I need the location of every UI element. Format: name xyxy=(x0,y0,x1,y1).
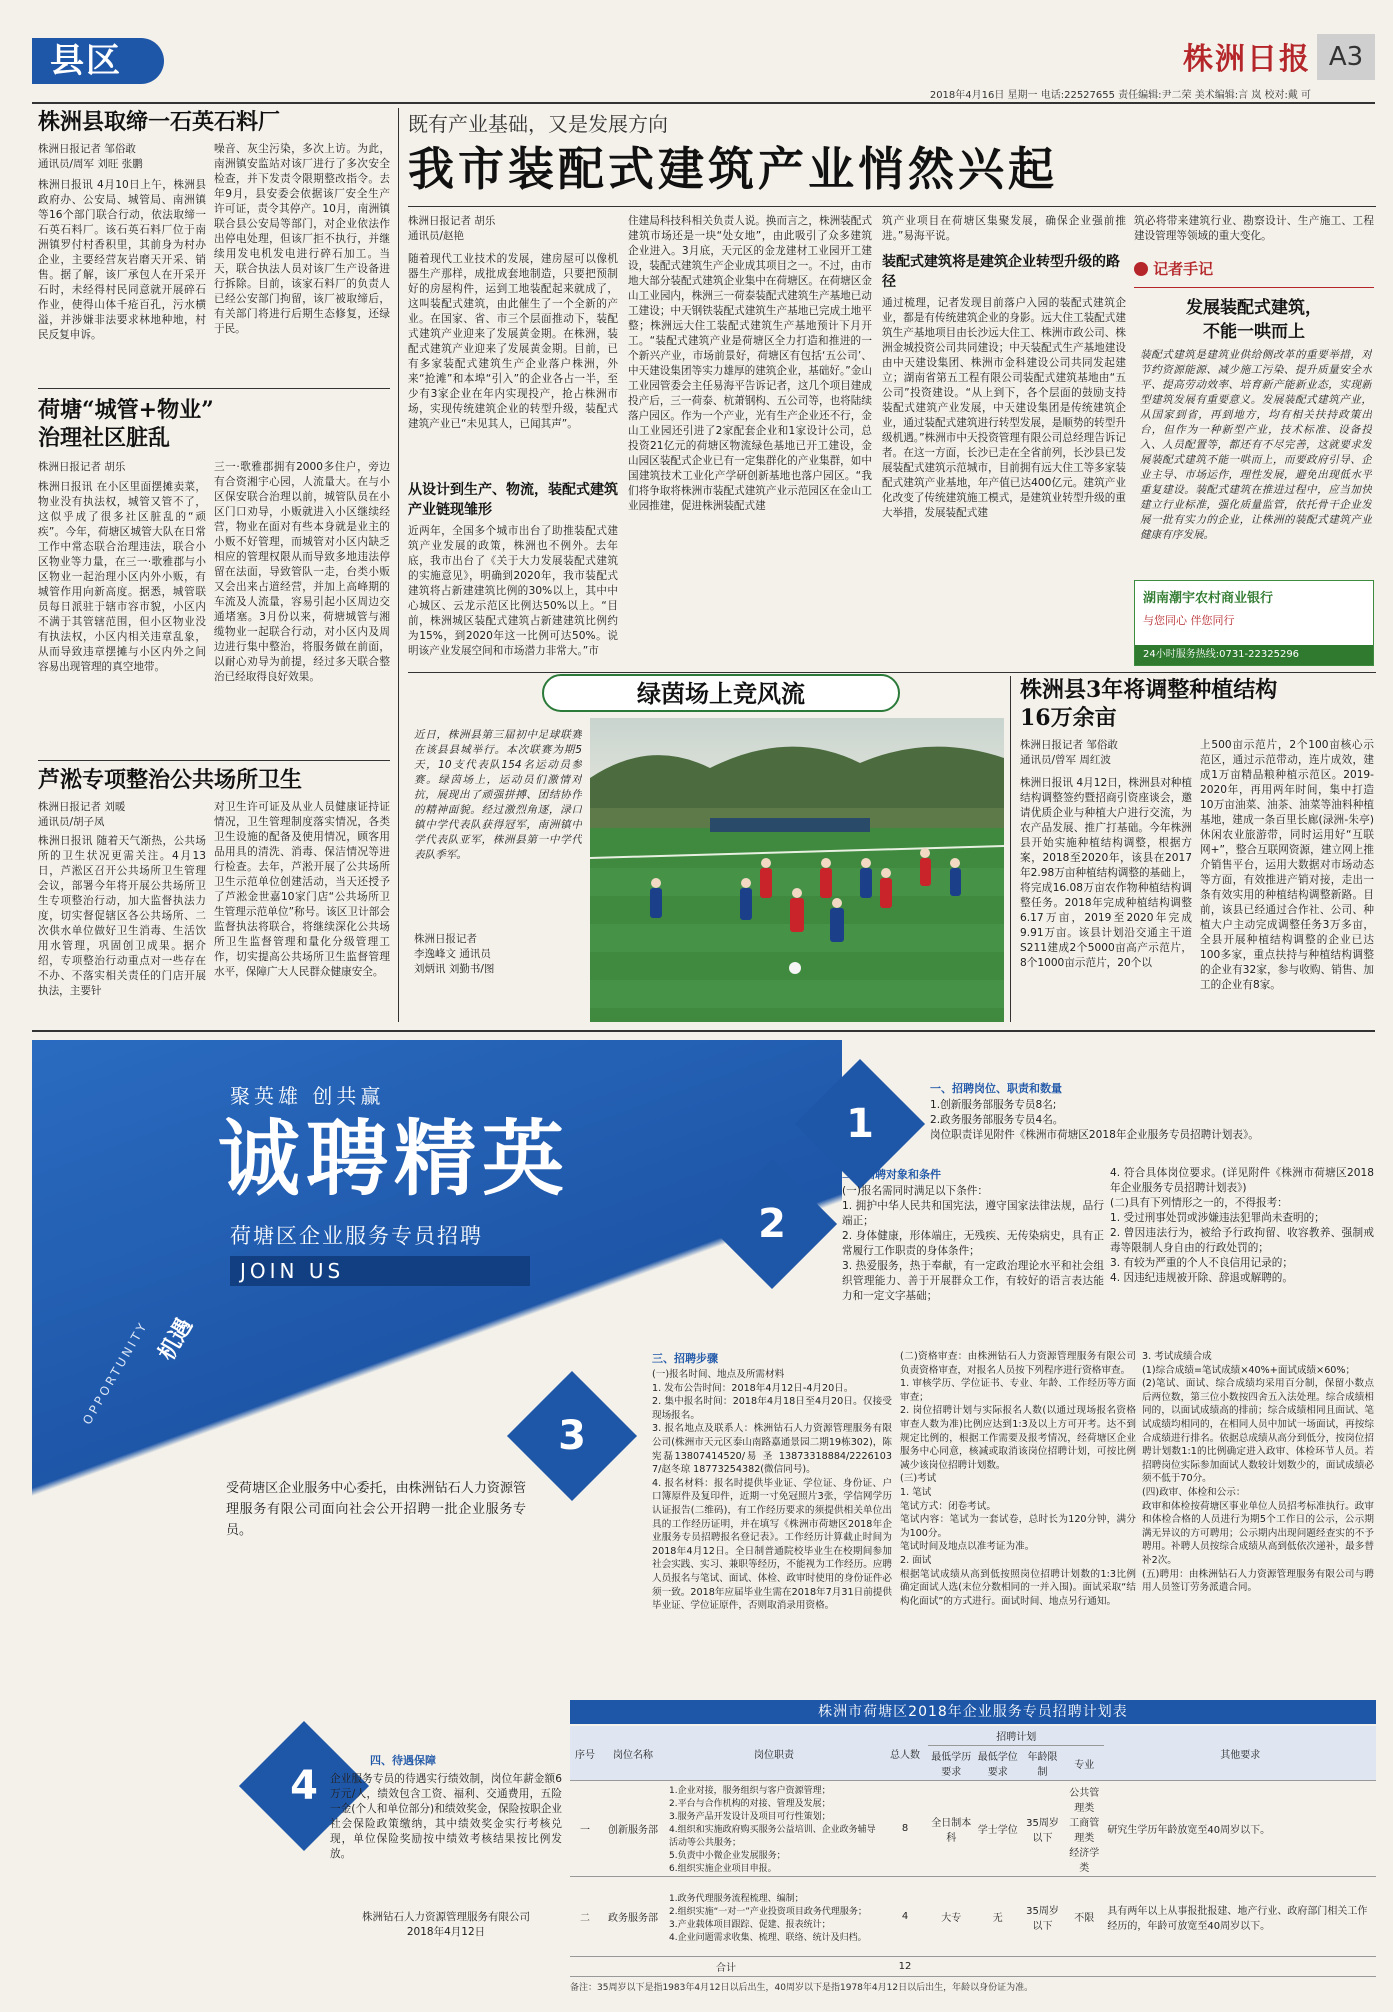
divider xyxy=(38,388,390,389)
lead-col1: 随着现代工业技术的发展，建房屋可以像机器生产那样，成批成套地制造，只要把预制好的房屋构件，运到工地装配起来就成了，这叫装配式建筑，由此催生了一个全新的产业。在国家、省、市三个层面推动下，装配式建筑产业迎来了发展黄金期。在株洲，装配式建筑产业迎来了发展黄金期。目前，已有多家装配式建筑生产企业落户株洲，外来“抢滩”和本埠“引入”的企业各占一半，至少有3家企业在年内实现投产，抢占株洲市场，实现传统建筑企业的转型升级，装配式建筑产业已“未见其人，已闻其声”。 xyxy=(408,253,618,430)
article4-title: 株洲县3年将调整种植结构 16万余亩 xyxy=(1020,677,1278,731)
table-cell xyxy=(928,1957,1376,1977)
section-rule xyxy=(32,1030,1375,1032)
divider xyxy=(408,672,1376,673)
s3-body-cont2: 3. 考试成绩合成 (1)综合成绩=笔试成绩×40%+面试成绩×60%； (2)笔试、面试、综合成绩均采用百分制，保留小数点后两位数，第三位小数按四舍五入法处理。综合成绩相同的，以面试成绩高的排前；综合成绩相同且面试、笔试成绩均相同的，在相同人员中加试一场面试，再按综合成绩进行排名。依据总成绩从高分到低分，按岗位招聘计划数1:1的比例确定进入政审、体检环节人员。若招聘岗位实际参加面试人数较计划数少的，面试成绩必须不低于70分。 (四)政审、体检和公示： 政审和体检按荷塘区事业单位人员招考标准执行。政审和体检合格的人员进行为期5个工作日的公示，公示期满无异议的方可聘用；公示期内出现问题经查实的不予聘用。补聘人员按综合成绩从高到低依次递补，最多替补2次。 (五)聘用：由株洲钻石人力资源管理服务有限公司与聘用人员签订劳务派遣合同。 xyxy=(1142,1351,1374,1594)
s3-title: 三、招聘步骤 xyxy=(652,1352,718,1365)
column-divider xyxy=(398,108,399,1022)
table-cell: 政务服务部 xyxy=(600,1877,666,1957)
photo-story-title-box xyxy=(542,674,900,712)
article1-title: 株洲县取缔一石英石料厂 xyxy=(38,109,281,135)
article3-byline: 株洲日报记者 刘暖 通讯员/胡子凤 xyxy=(38,801,126,828)
table-total-label: 合计 xyxy=(570,1957,882,1977)
bank-ad xyxy=(1134,580,1374,666)
s2-title: 二、招聘对象和条件 xyxy=(842,1168,941,1181)
s2-body-cont: 4. 符合具体岗位要求。(详见附件《株洲市荷塘区2018年企业服务专员招聘计划表》) (二)具有下列情形之一的，不得报考： 1. 受过刑事处罚或涉嫌违法犯罪尚未查明的； 2. 曾因违法行为，被给予行政拘留、收容教养、强制戒毒等限制人身自由的行政处罚的； 3. 有较为严重的个人不良信用记录的； 4. 因违纪违规被开除、辞退或解聘的。 xyxy=(1110,1167,1374,1284)
photo-credit: 株洲日报记者 李逸峰文 通讯员 刘炳讯 刘勤书/图 xyxy=(414,933,495,975)
column-divider xyxy=(1010,676,1011,1022)
article4-byline: 株洲日报记者 邹俗敢 通讯员/曾军 周红波 xyxy=(1020,739,1118,766)
table-cell: 全日制本科 xyxy=(928,1781,974,1877)
table-header-cell: 岗位名称 xyxy=(600,1726,666,1781)
article1-body-cont: 噪音、灰尘污染，多次上访。为此，南洲镇安监站对该厂进行了多次安全检查，并下发责令限期整改指令。去年9月，县安委会依据该厂安全生产许可证，责令其停产。10月，南洲镇联合县公安局等部门，对企业依法作出停电处理，但该厂拒不执行，并继续用发电机发电进行碎石加工。当天，联合执法人员对该厂生产设备进行拆除。目前，该家石料厂的负责人已经公安部门拘留，该厂被取缔后，有关部门将进行后期生态修复，还绿于民。 xyxy=(214,143,390,335)
note-tag: 记者手记 xyxy=(1153,260,1214,278)
lead-subhead-2: 装配式建筑将是建筑企业转型升级的路径 xyxy=(882,254,1120,290)
step-number-3: 3 xyxy=(558,1413,586,1459)
table-cell: 8 xyxy=(882,1781,928,1877)
note-header xyxy=(1134,258,1374,288)
section-tag: 县区 xyxy=(32,38,164,84)
article3-body: 株洲日报讯 随着天气渐热，公共场所的卫生状况更需关注。4月13日，芦淞区召开公共场所卫生管理会议，部署今年将开展公共场所卫生专项整治行动，加大监督执法力度，切实督促辖区各公共场所、二次供水单位做好卫生消毒、生活饮用水管理，巩固创卫成果。据介绍，专项整治行动重点对一些存在不办、不落实相关责任的门店开展执法，主要针 xyxy=(38,835,206,997)
table-row xyxy=(570,1781,1376,1877)
s4-title: 四、待遇保障 xyxy=(370,1754,436,1767)
recruit-signature: 株洲钻石人力资源管理服务有限公司 2018年4月12日 xyxy=(362,1911,530,1938)
table-header-cell: 年龄限制 xyxy=(1021,1746,1064,1781)
lead-col1b: 近两年，全国多个城市出台了助推装配式建筑产业发展的政策，株洲也不例外。去年底，我市出台了《关于大力发展装配式建筑的实施意见》，明确到2020年，我市装配式建筑将占新建建筑比例的30%以上，其中中心城区、云龙示范区比例达50%以上。“目前，株洲城区装配式建筑占新建建筑比例约为15%，到2020年这一比例可达50%。说明该产业发展空间和市场潜力非常大。”市 xyxy=(408,525,618,657)
s4-body: 企业服务专员的待遇实行绩效制，岗位年薪金额6万元/人，绩效包含工资、福利、交通费用，五险一金(个人和单位部分)和绩效奖金，保险按职企业社会保险政策缴纳，其中绩效奖金实行考核兑现，单位保险奖励按中绩效考核结果按比例发放。 xyxy=(330,1773,562,1860)
s1-body: 1.创新服务部服务专员8名; 2.政务服务部服务专员4名。 岗位职责详见附件《株洲市荷塘区2018年企业服务专员招聘计划表》。 xyxy=(930,1099,1259,1141)
article1-body: 株洲日报讯 4月10日上午，株洲县政府办、公安局、城管局、南洲镇等16个部门联合行动，依法取缔一石英石料厂。该石英石料厂位于南洲镇罗付村香积里，其前身为村办企业，主要经营灰岩磨天开采、销售。据了解，该厂承包人在开采开石时，未经得村民同意就开展碎石作业，使得山体千疮百孔，污水横溢，并涉嫌非法要求林地种地，村民反复申诉。 xyxy=(38,179,206,341)
table-group-header: 招聘计划 xyxy=(928,1726,1104,1746)
photo-story-title: 绿茵场上竞风流 xyxy=(637,679,805,708)
table-header-cell: 专业 xyxy=(1064,1746,1104,1781)
table-header-row xyxy=(570,1726,1376,1746)
football-photo-image xyxy=(590,718,1004,1022)
table-cell: 公共管理类 工商管理类 经济学类 xyxy=(1064,1781,1104,1877)
photo-caption: 近日，株洲县第三届初中足球联赛在该县县城举行。本次联赛为期5天，10支代表队154名运动员参赛。绿茵场上，运动员们激情对抗，展现出了顽强拼搏、团结协作的精神面貌。经过激烈角逐，渌口镇中学代表队获得冠军，南洲镇中学代表队亚军，株洲县第一中学代表队季军。 xyxy=(414,729,582,861)
s2-body: (一)报名需同时满足以下条件： 1. 拥护中华人民共和国宪法，遵守国家法律法规，品行端正； 2. 身体健康，形体端庄，无残疾、无传染病史，具有正常履行工作职责的身体条件； 3. 热爱服务，热于奉献，有一定政治理论水平和社会组织管理能力、善于开展群众工作，有较好的语言表达能力和一定文字基础； xyxy=(842,1185,1104,1302)
recruit-side-cn: 机遇 xyxy=(154,1314,198,1365)
divider xyxy=(408,206,1376,207)
table-cell: 4 xyxy=(882,1877,928,1957)
divider xyxy=(38,760,390,761)
table-header-cell: 总人数 xyxy=(882,1726,928,1781)
table-cell: 1.政务代理服务流程梳理、编制； 2.组织实施“一对一”产业投资项目政务代理服务； 3.产业载体项目跟踪、促建、报表统计； 4.企业问题需求收集、梳理、联络、统计及归档。 xyxy=(666,1877,882,1957)
s3-body: (一)报名时间、地点及所需材料 1. 发布公告时间：2018年4月12日-4月20日。 2. 集中报名时间：2018年4月18日至4月20日。仅接受现场报名。 3. 报名地点及联系人：株洲钻石人力资源管理服务有限公司(株洲市天元区泰山南路嘉通景园二期19栋302)，陈宪磊13807414520/易 圣 13873318884/2226103 7/赵冬琼 18773254382(微信同号)。 4. 报名材料：报名时提供毕业证、学位证、身份证、户口簿原件及复印件，近期一寸免冠照片3张，学信网学历认证报告(二维码)，有工作经历要求的须提供相关单位出具的工作经历证明，并在填写《株洲市荷塘区2018年企业服务专员招聘报名登记表》。工作经历计算截止时间为2018年4月12日。全日制普通院校毕业生在校期间参加社会实践、实习、兼职等经历，不能视为工作经历。应聘人员报名与笔试、面试、体检、政审时使用的身份证件必须一致。2018年应届毕业生需在2018年7月31日前提供毕业证、学位证原件，否则取消录用资格。 xyxy=(652,1369,892,1612)
table-cell: 二 xyxy=(570,1877,600,1957)
recruit-side-en: OPPORTUNITY xyxy=(80,1318,151,1427)
bank-ad-phone: 24小时服务热线:0731-22325296 xyxy=(1135,645,1373,665)
table-header-cell: 最低学位要求 xyxy=(974,1746,1020,1781)
lead-byline: 株洲日报记者 胡乐 通讯员/赵艳 xyxy=(408,215,496,242)
table-row xyxy=(570,1877,1376,1957)
article1-byline: 株洲日报记者 邹俗敢 通讯员/周军 刘旺 张鹏 xyxy=(38,143,143,170)
s1-title: 一、招聘岗位、职责和数量 xyxy=(930,1082,1062,1095)
date-line: 2018年4月16日 星期一 电话:22527655 责任编辑:尹二荣 美术编辑:言 岚 校对:戴 可 xyxy=(929,90,1311,101)
lead-kicker: 既有产业基础，又是发展方向 xyxy=(408,112,668,136)
note-title: 发展装配式建筑， 不能一哄而上 xyxy=(1186,298,1322,342)
plan-table-note: 备注：35周岁以下是指1983年4月12日以后出生，40周岁以下是指1978年4月12日以后出生，年龄以身份证为准。 xyxy=(570,1983,1034,1993)
article3-body-cont: 对卫生许可证及从业人员健康证持证情况，卫生管理制度落实情况，各类卫生设施的配备及使用情况，顾客用品用具的清洗、消毒、保洁情况等进行检查。去年，芦淞开展了公共场所卫生示范单位创建活动，当天还授予了芦淞金世嘉10家门店“公共场所卫生管理示范单位”称号。该区卫计部会监督执法将联合，将继续深化公共场所卫生监督管理和量化分级管理工作，切实提高公共场所卫生监督管理水平，保障广大人民群众健康安全。 xyxy=(214,801,390,978)
table-cell: 35周岁以下 xyxy=(1021,1781,1064,1877)
article4-body-cont: 上500亩示范片，2个100亩核心示范区，通过示范带动，连片成效，建成1万亩精品粮种植示范区。2019-2020年，再用两年时间，集中打造10万亩油菜、油茶、油菜等油料种植基地，建成一条百里长廊(渌洲-朱亭)休闲农业旅游带，同时运用好“互联网+”，整合互联网资源，建立网上推介销售平台，运用大数据对市场动态等方面，有效推进产销对接，走出一条有效实用的种植结构调整新路。目前，该县已经通过合作社、公司、种植大户主动完成调整任务3万多亩，全县开展种植结构调整的企业已达100多家，重点扶持与种植结构调整的企业有32家，参与收购、销售、加工的企业有8家。 xyxy=(1200,739,1374,991)
table-header-cell: 岗位职责 xyxy=(666,1726,882,1781)
football-photo xyxy=(590,718,1004,1022)
lead-headline: 我市装配式建筑产业悄然兴起 xyxy=(408,142,1058,196)
note-bullet-icon xyxy=(1134,262,1148,276)
article4-body: 株洲日报讯 4月12日，株洲县对种植结构调整签约暨招商引资座谈会，邀请优质企业与种植大户进行交流，为农产品发展、推广打基础。今年株洲县开始实施种植结构调整，根据方案，2018至2020年，该县在2017年2.98万亩种植结构调整的基础上，将完成16.08万亩农作物种植结构调整任务。2018年完成种植结构调整6.17万亩，2019至2020年完成9.91万亩。该县计划沿交通主干道S211建成2个5000亩高产示范片，8个1000亩示范片，20个以 xyxy=(1020,777,1192,969)
recruit-intro: 受荷塘区企业服务中心委托，由株洲钻石人力资源管理服务有限公司面向社会公开招聘一批企业服务专员。 xyxy=(226,1481,526,1538)
table-header-cell: 最低学历要求 xyxy=(928,1746,974,1781)
recruit-title: 诚聘精英 xyxy=(218,1112,571,1207)
lead-col3: 筑产业项目在荷塘区集聚发展，确保企业强前推进。”易海平说。 xyxy=(882,215,1126,242)
table-row xyxy=(570,1957,1376,1977)
table-cell: 不限 xyxy=(1064,1877,1104,1957)
table-cell: 一 xyxy=(570,1781,600,1877)
table-header-cell: 其他要求 xyxy=(1104,1726,1376,1781)
recruit-subtitle: 荷塘区企业服务专员招聘 xyxy=(230,1224,483,1248)
table-cell: 研究生学历年龄放宽至40周岁以下。 xyxy=(1104,1781,1376,1877)
table-cell: 学士学位 xyxy=(974,1781,1020,1877)
note-body: 装配式建筑是建筑业供给侧改革的重要举措，对节约资源能源、减少施工污染、提升质量安全水平、提高劳动效率、培育新产能新业态，实现新型建筑发展有重要意义。发展装配式建筑产业，从国家到省，再到地方，均有相关扶持政策出台，但作为一种新型产业，技术标准、设备投入、人员配置等，都还有不尽完善，这就要求发展装配式建筑不能一哄而上，而要政府引导、企业主导、市场运作，理性发展，避免出现低水平重复建设。装配式建筑在推进过程中，应当加快建立行业标准，强化质量监管，依托骨干企业发展一批有实力的企业，让株洲的装配式建筑产业健康有序发展。 xyxy=(1140,349,1372,541)
table-cell: 创新服务部 xyxy=(600,1781,666,1877)
lead-col2: 住建局科技科相关负责人说。换而言之，株洲装配式建筑市场还是一块“处女地”，由此吸引了众多建筑企业进入。3月底，天元区的金龙建材工业园开工建设，装配式建筑生产企业成其项目之一。不过，由市地大部分装配式建筑企业集中在荷塘区。在荷塘区金山工业园内，株洲三一荷泰装配式建筑生产基地已动工建设；中天钢铁装配式建筑生产基地已完成土地平整；株洲远大住工装配式建筑生产基地预计下月开工。“装配式建筑产业是荷塘区全力打造和推进的一个新兴产业，市场前景好，荷塘区有包括‘五公司’、中天建设集团等实力雄厚的建筑企业，基础好。”金山工业园管委会主任易海平告诉记者，这几个项目建成投产后，三一荷泰、杭萧钢构、五公司等，也将陆续落户园区。作为一个产业，光有生产企业还不行，金山工业园还引进了2家配套企业和1家设计公司，总投资21亿元的荷塘区物流绿色基地已开工建设，金山园区装配式企业已有一定集群化的产业集群，如中国建筑技术工业化产学研创新基地也落户园区。“我们将争取将株洲市装配式建筑产业示范园区在金山工业园推建，促进株洲装配式建 xyxy=(628,215,872,512)
plan-table-title: 株洲市荷塘区2018年企业服务专员招聘计划表 xyxy=(570,1700,1376,1724)
step-number-2: 2 xyxy=(758,1201,786,1247)
step-number-1: 1 xyxy=(846,1101,874,1147)
newspaper-name: 株洲日报 xyxy=(1183,42,1311,77)
page-number: A3 xyxy=(1317,34,1375,80)
header-rule xyxy=(32,102,1375,104)
bank-ad-slogan: 与您同心 伴您同行 xyxy=(1143,614,1235,627)
table-cell: 无 xyxy=(974,1877,1020,1957)
lead-col4: 筑必将带来建筑行业、勘察设计、生产施工、工程建设管理等领域的重大变化。 xyxy=(1134,215,1374,242)
s3-body-cont: (二)资格审查：由株洲钻石人力资源管理服务有限公司负责资格审查，对报名人员按下列程序进行资格审查。 1. 审核学历、学位证书、专业、年龄、工作经历等方面审查； 2. 岗位招聘计划与实际报名人数(以通过现场报名资格审查人数为准)比例应达到1:3及以上方可开考。达不到规定比例的，根据工作需要及报考情况，经荷塘区企业服务中心同意，核减或取消该岗位招聘计划，可按比例减少该岗位招聘计划数。 (三)考试 1. 笔试 笔试方式：闭卷考试。 笔试内容：笔试为一套试卷，总时长为120分钟，满分为100分。 笔试时间及地点以准考证为准。 2. 面试 根据笔试成绩从高到低按照岗位招聘计划数的1:3比例确定面试人选(末位分数相同的一并入围)。面试采取“结构化面试”的方式进行。面试时间、地点另行通知。 xyxy=(900,1351,1136,1607)
lead-col3b: 通过梳理，记者发现目前落户入园的装配式建筑企业，都是有传统建筑企业的身影。远大住工装配式建筑生产基地项目由长沙远大住工、株洲市政公司、株洲金城投资公司共同建设；中天装配式生产基地建设由中天建设集团、株洲市金科建设公司共同发起建立；湖南省第五工程有限公司装配式建筑基地由“五公司”投资建设。“从上到下，各个层面的鼓励支持装配式建筑产业发展，中天建设集团是传统建筑企业，通过装配式建筑进行转型发展，是顺势的转型升级机遇。”株洲市中天投资管理有限公司总经理告诉记者。在这一方面，长沙已走在全省前列，长沙县已发展装配式建筑示范城市，目前拥有远大住工等多家装配式建筑产业基地，年产值已达400亿元。建筑产业化改变了传统建筑施工模式，是建筑业转型升级的重大举措，发展装配式建 xyxy=(882,297,1126,519)
recruit-join-us: JOIN US xyxy=(230,1256,530,1286)
article2-body-cont: 三一·歌雅郡拥有2000多住户，旁边有合资湘宇心园，人流量大。在与小区保安联合治理以前，城管队员在小区门口劝导，小贩就进入小区继续经营，物业在面对有些本身就是业主的小贩不好管理，而城管对小区内缺乏相应的管理权限从而导致多地违法停留在法面，导致管队一走，台类小贩又会出来占道经营，并加上高峰期的车流及人流量，容易引起小区周边交通堵塞。3月份以来，荷塘城管与湘缆物业一起联合行动，对小区内及周边进行集中整治，将服务做在前面，以耐心劝导为前提，经过多天联合整治已经取得良好效果。 xyxy=(214,461,390,683)
step-number-4: 4 xyxy=(290,1763,318,1809)
table-total-value: 12 xyxy=(882,1957,928,1977)
bank-ad-name: 湖南潮宇农村商业银行 xyxy=(1143,591,1274,606)
table-cell: 具有两年以上从事报批报建、地产行业、政府部门相关工作经历的，年龄可放宽至40周岁以下。 xyxy=(1104,1877,1376,1957)
table-cell: 1.企业对接，服务组织与客户资源管理； 2.平台与合作机构的对接、管理及发展； 3.服务产品开发设计及项目可行性策划； 4.组织和实施政府购买服务公益培训、企业政务辅导活动等公共服务； 5.负责中小微企业发展服务； 6.组织实施企业项目申报。 xyxy=(666,1781,882,1877)
table-cell: 35周岁以下 xyxy=(1021,1877,1064,1957)
article2-title: 荷塘“城管+物业” 治理社区脏乱 xyxy=(38,397,214,451)
table-header-cell: 序号 xyxy=(570,1726,600,1781)
lead-subhead-1: 从设计到生产、物流，装配式建筑产业链现雏形 xyxy=(408,482,618,518)
plan-table xyxy=(570,1726,1376,1977)
article2-body: 株洲日报讯 在小区里面摆摊卖菜，物业没有执法权，城管又管不了，这似乎成了很多社区脏乱的“顽疾”。今年，荷塘区城管大队在日常工作中常态联合治理违法，联合小区物业等力量，在三一·歌雅郡与小区物业一起治理小区内外小贩，有城管作用向新高度。据悉，城管联员每日派驻于辖市容市貌，小区内不满于其管辖范围，但小区物业没有执法权，小区内相关违章乱象，从而导致违章摆摊与小区内外之间容易出现管理的真空地带。 xyxy=(38,481,206,673)
article3-title: 芦淞专项整治公共场所卫生 xyxy=(38,767,303,793)
article2-byline: 株洲日报记者 胡乐 xyxy=(38,461,126,473)
table-cell: 大专 xyxy=(928,1877,974,1957)
recruit-tagline: 聚英雄 创共赢 xyxy=(230,1084,385,1108)
